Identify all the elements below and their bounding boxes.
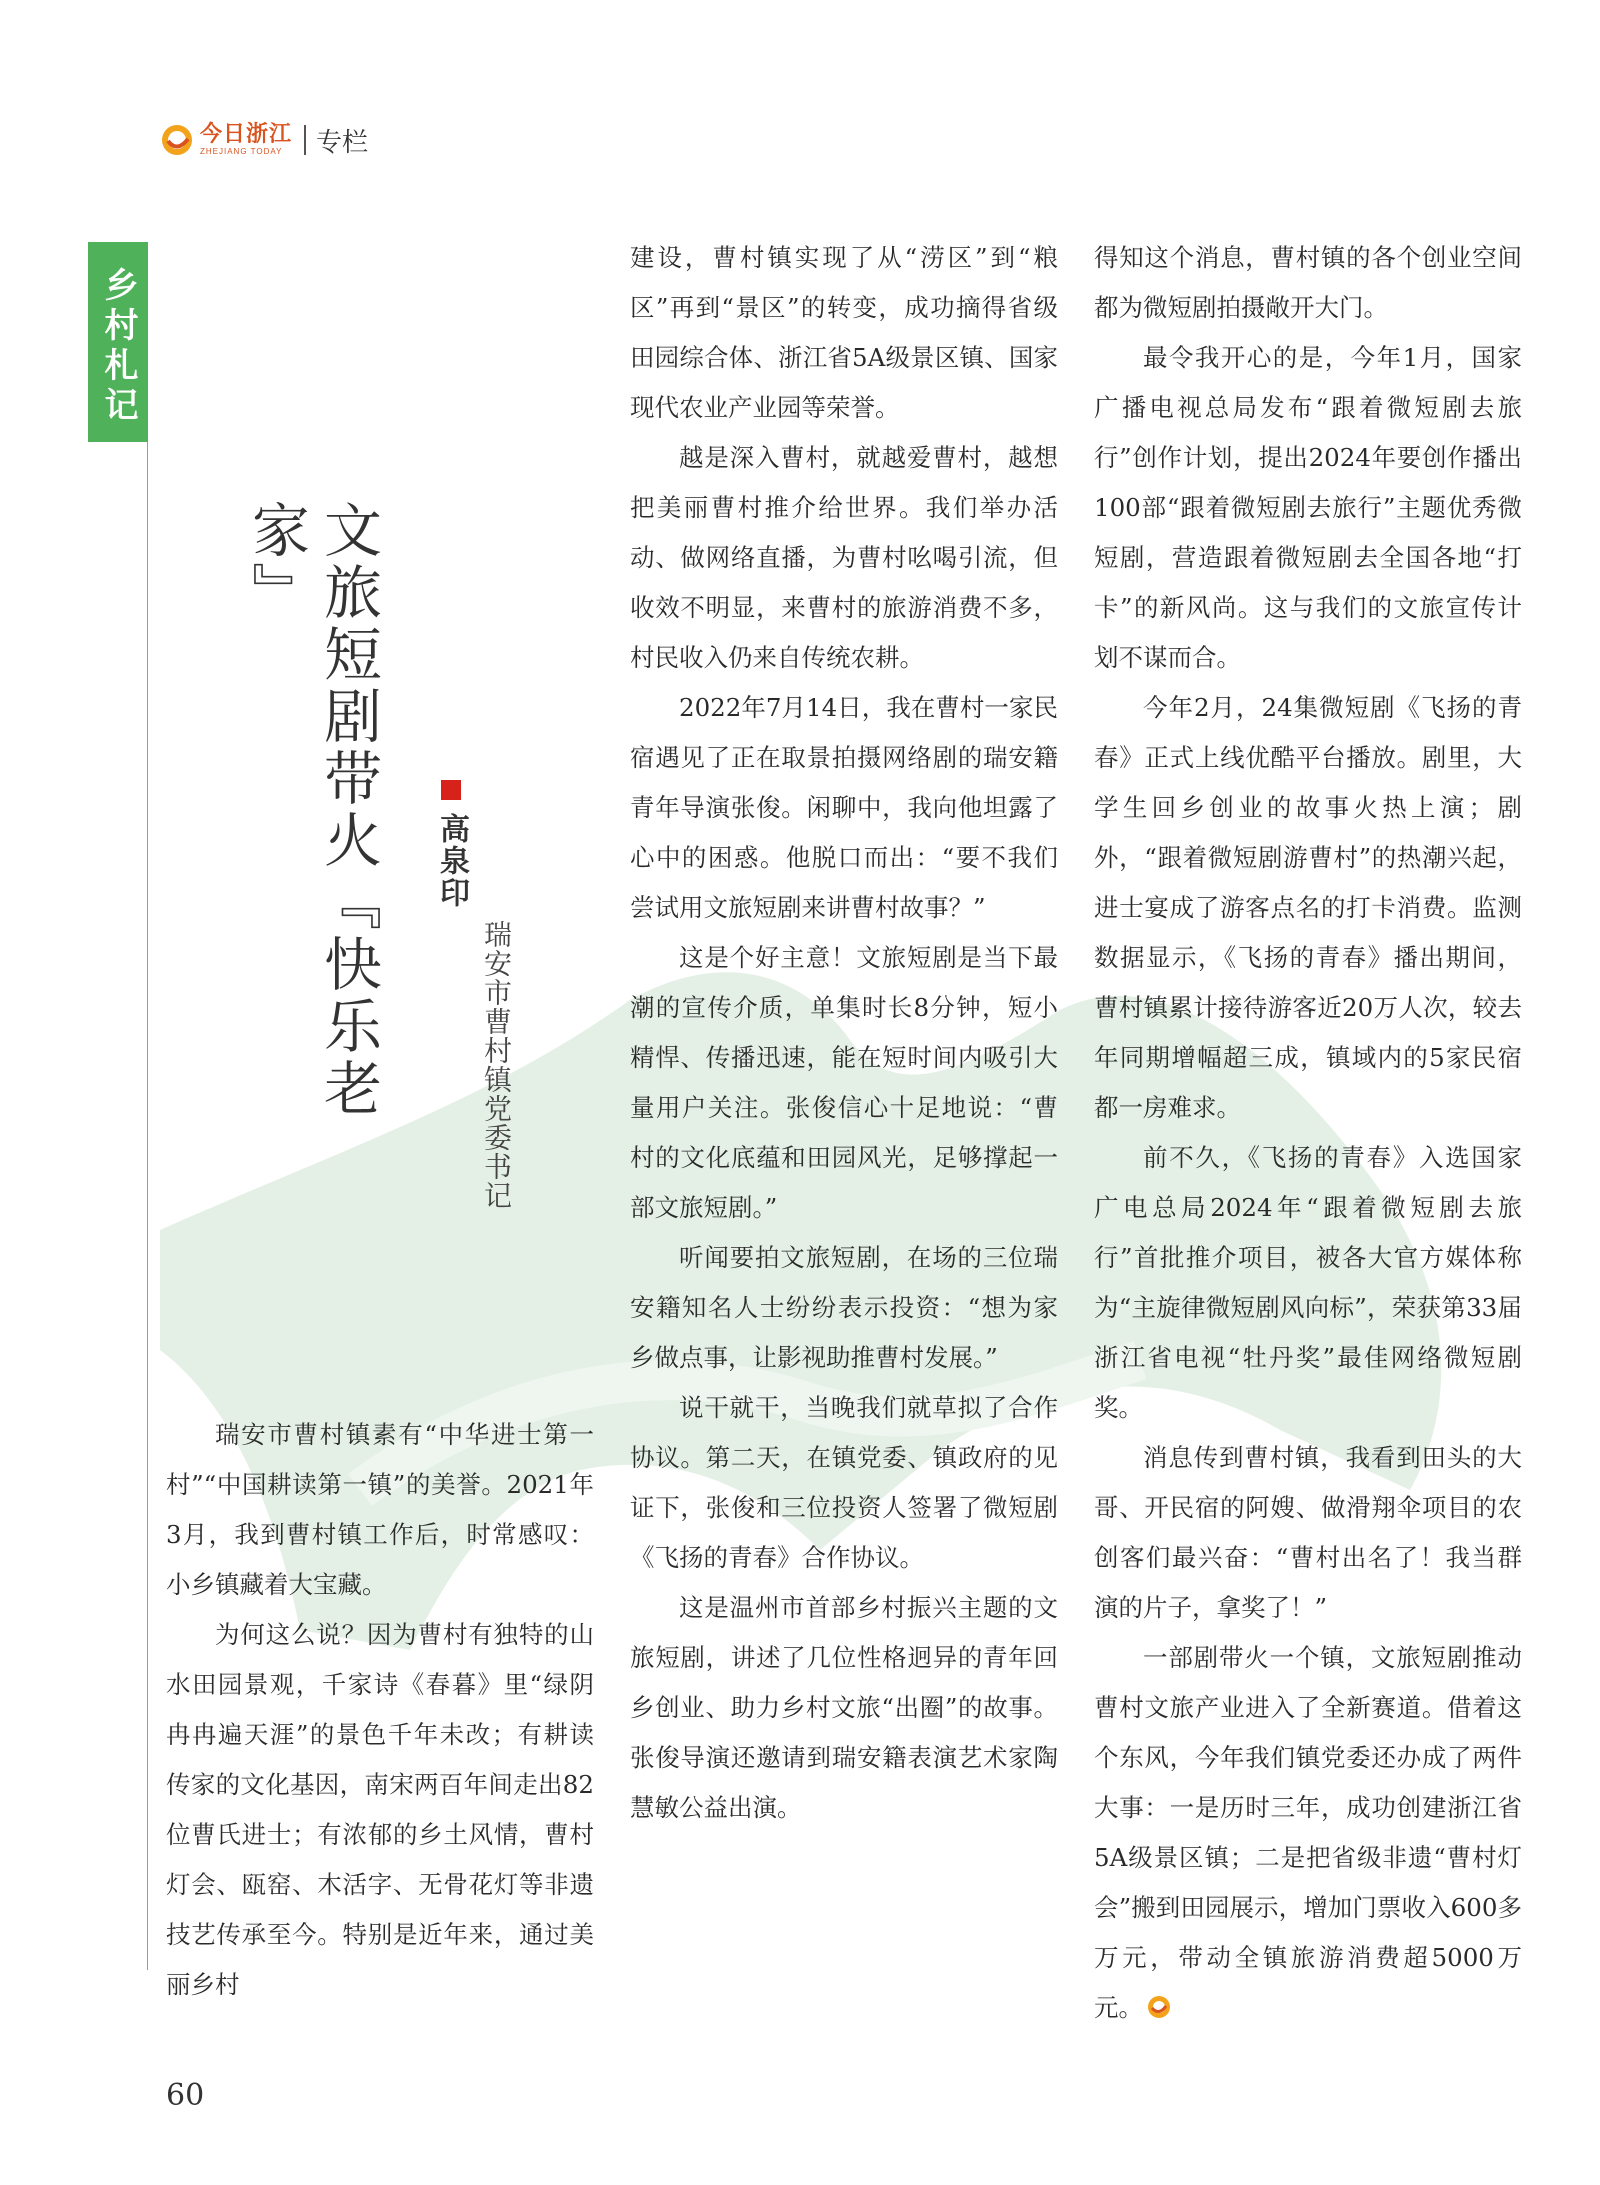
article-column-3 bbox=[1094, 233, 1522, 2033]
paragraph: 听闻要拍文旅短剧，在场的三位瑞安籍知名人士纷纷表示投资：“想为家乡做点事，让影视助推曹村发展。” bbox=[630, 1243, 1058, 1372]
paragraph: 最令我开心的是，今年1月，国家广播电视总局发布“跟着微短剧去旅行”创作计划，提出2024年要创作播出100部“跟着微短剧去旅行”主题优秀微短剧，营造跟着微短剧去全国各地“打卡”的新风尚。这与我们的文旅宣传计划不谋而合。 bbox=[1094, 343, 1522, 672]
column-tab: 乡村札记 bbox=[88, 242, 148, 442]
byline-red-marker bbox=[441, 780, 461, 800]
page-header bbox=[160, 120, 368, 160]
logo-en: ZHEJIANG TODAY bbox=[200, 147, 283, 156]
header-divider bbox=[304, 125, 306, 155]
author-name: 高泉印 bbox=[434, 813, 469, 910]
section-label: 专栏 bbox=[316, 127, 369, 158]
zhejiang-today-logo-icon bbox=[160, 123, 194, 157]
left-rule bbox=[147, 442, 148, 1970]
paragraph: 建设，曹村镇实现了从“涝区”到“粮区”再到“景区”的转变，成功摘得省级田园综合体、浙江省5A级景区镇、国家现代农业产业园等荣誉。 bbox=[630, 243, 1058, 422]
article-column-1 bbox=[166, 1410, 594, 2010]
paragraph: 越是深入曹村，就越爱曹村，越想把美丽曹村推介给世界。我们举办活动、做网络直播，为曹村吆喝引流，但收效不明显，来曹村的旅游消费不多，村民收入仍来自传统农耕。 bbox=[630, 443, 1058, 672]
paragraph: 瑞安市曹村镇素有“中华进士第一村”“中国耕读第一镇”的美誉。2021年3月，我到曹村镇工作后，时常感叹：小乡镇藏着大宝藏。 bbox=[166, 1420, 594, 1599]
paragraph bbox=[1094, 1633, 1522, 2033]
paragraph: 说干就干，当晚我们就草拟了合作协议。第二天，在镇党委、镇政府的见证下，张俊和三位投资人签署了微短剧《飞扬的青春》合作协议。 bbox=[630, 1393, 1058, 1572]
paragraph: 消息传到曹村镇，我看到田头的大哥、开民宿的阿嫂、做滑翔伞项目的农创客们最兴奋：“曹村出名了！我当群演的片子，拿奖了！” bbox=[1094, 1443, 1522, 1622]
paragraph: 前不久，《飞扬的青春》入选国家广电总局2024年“跟着微短剧去旅行”首批推介项目，被各大官方媒体称为“主旋律微短剧风向标”，荣获第33届浙江省电视“牡丹奖”最佳网络微短剧奖。 bbox=[1094, 1143, 1522, 1422]
article-title: 文旅短剧带火『快乐老家』 bbox=[242, 500, 382, 1120]
article-end-logo-icon bbox=[1147, 1995, 1171, 2019]
paragraph: 2022年7月14日，我在曹村一家民宿遇见了正在取景拍摄网络剧的瑞安籍青年导演张俊。闲聊中，我向他坦露了心中的困惑。他脱口而出：“要不我们尝试用文旅短剧来讲曹村故事？” bbox=[630, 693, 1058, 922]
page-number: 60 bbox=[166, 2078, 205, 2113]
final-paragraph-text: 一部剧带火一个镇，文旅短剧推动曹村文旅产业进入了全新赛道。借着这个东风，今年我们镇党委还办成了两件大事：一是历时三年，成功创建浙江省5A级景区镇；二是把省级非遗“曹村灯会”搬到田园展示，增加门票收入600多万元，带动全镇旅游消费超5000万元。 bbox=[1094, 1643, 1522, 2022]
paragraph: 今年2月，24集微短剧《飞扬的青春》正式上线优酷平台播放。剧里，大学生回乡创业的故事火热上演；剧外，“跟着微短剧游曹村”的热潮兴起，进士宴成了游客点名的打卡消费。监测数据显示，《飞扬的青春》播出期间，曹村镇累计接待游客近20万人次，较去年同期增幅超三成，镇域内的5家民宿都一房难求。 bbox=[1094, 693, 1522, 1122]
author-role: 瑞安市曹村镇党委书记 bbox=[480, 920, 513, 1210]
byline bbox=[426, 780, 476, 1240]
paragraph: 这是个好主意！文旅短剧是当下最潮的宣传介质，单集时长8分钟，短小精悍、传播迅速，能在短时间内吸引大量用户关注。张俊信心十足地说：“曹村的文化底蕴和田园风光，足够撑起一部文旅短剧。” bbox=[630, 943, 1058, 1222]
logo-wordmark bbox=[200, 124, 292, 156]
article-column-2 bbox=[630, 233, 1058, 1833]
logo-cn: 今日浙江 bbox=[200, 122, 293, 147]
paragraph: 得知这个消息，曹村镇的各个创业空间都为微短剧拍摄敞开大门。 bbox=[1094, 243, 1522, 322]
paragraph: 这是温州市首部乡村振兴主题的文旅短剧，讲述了几位性格迥异的青年回乡创业、助力乡村文旅“出圈”的故事。张俊导演还邀请到瑞安籍表演艺术家陶慧敏公益出演。 bbox=[630, 1593, 1058, 1822]
paragraph: 为何这么说？因为曹村有独特的山水田园景观，千家诗《春暮》里“绿阴冉冉遍天涯”的景色千年未改；有耕读传家的文化基因，南宋两百年间走出82位曹氏进士；有浓郁的乡土风情，曹村灯会、瓯窑、木活字、无骨花灯等非遗技艺传承至今。特别是近年来，通过美丽乡村 bbox=[166, 1620, 594, 1999]
